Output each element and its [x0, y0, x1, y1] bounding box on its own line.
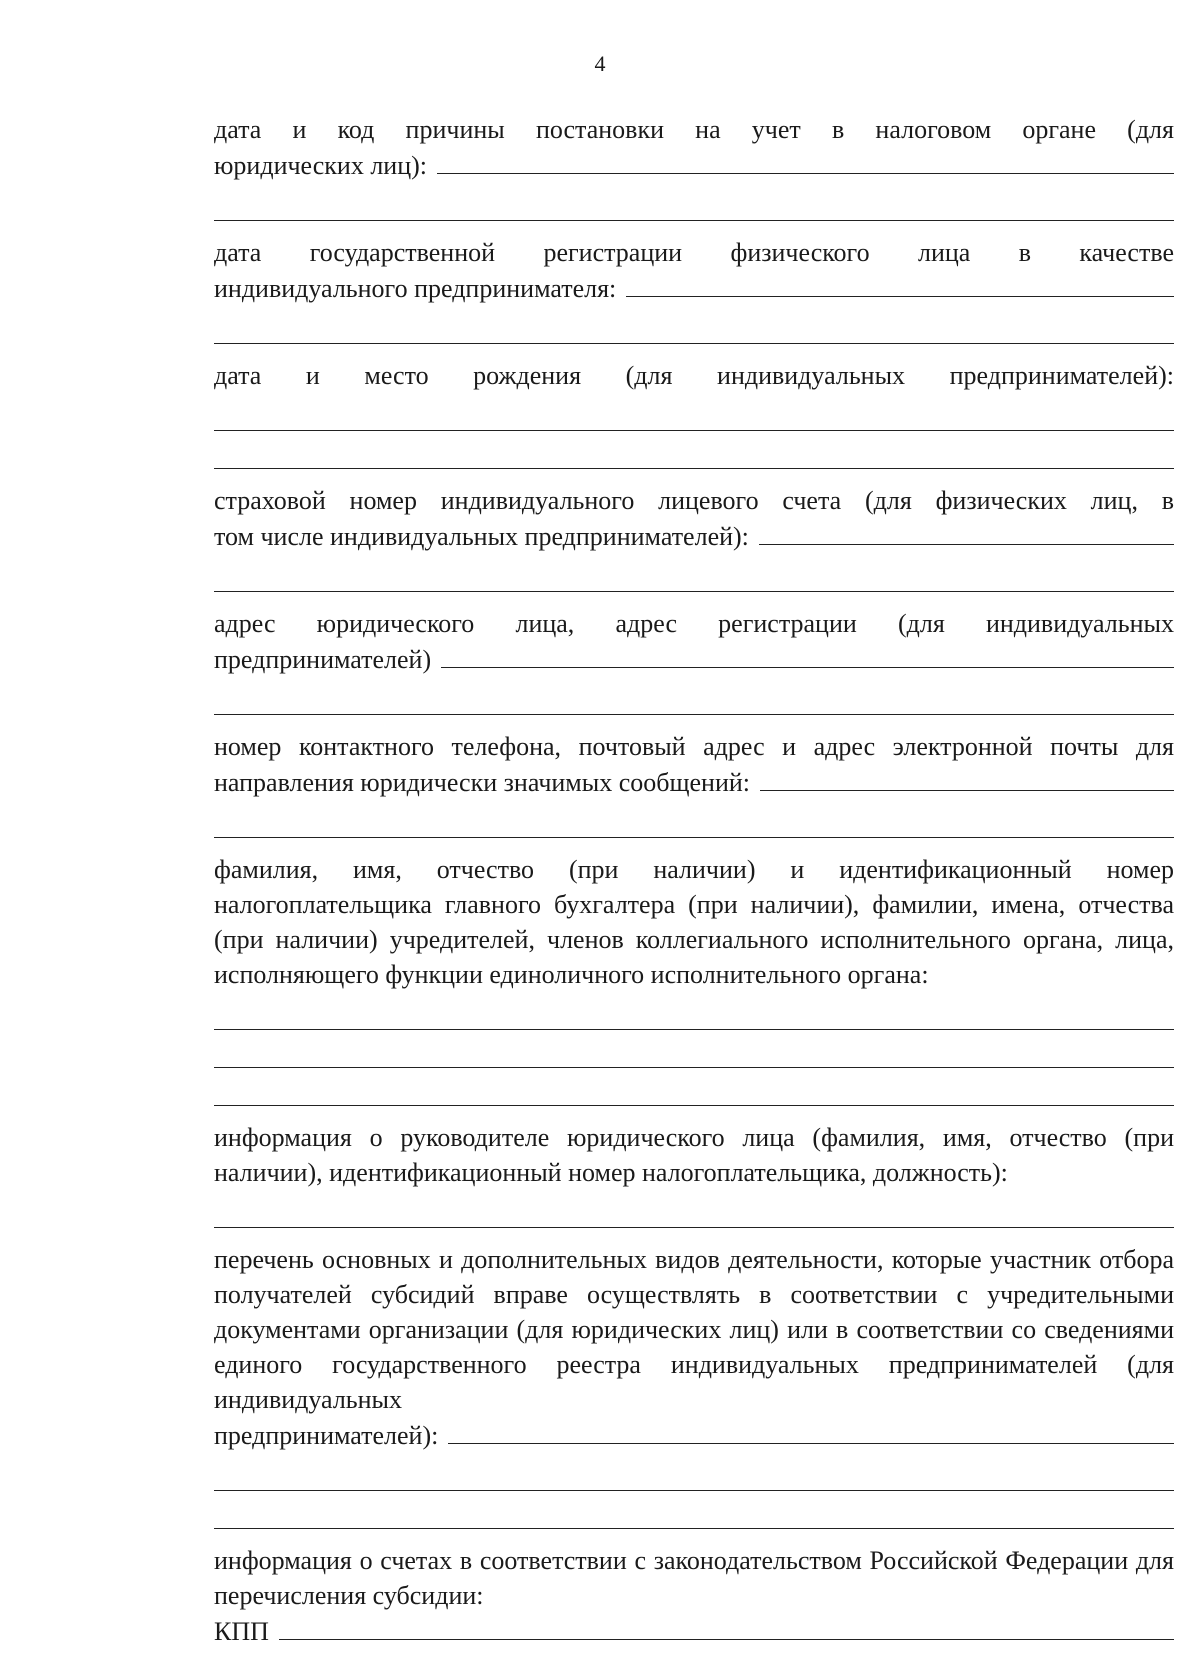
- field-label: дата государственной регистрации физического лица в качестве: [214, 238, 1174, 267]
- fill-line[interactable]: [214, 802, 1174, 838]
- fill-line[interactable]: [214, 395, 1174, 431]
- fill-line[interactable]: [441, 641, 1174, 668]
- field-label: страховой номер индивидуального лицевого счета (для физических лиц, в: [214, 486, 1174, 515]
- fill-line[interactable]: [214, 1493, 1174, 1529]
- field-label: предпринимателей): [214, 645, 432, 674]
- field-label: том числе индивидуальных предпринимателей):: [214, 522, 749, 551]
- field-address: [214, 606, 1174, 715]
- field-label: номер контактного телефона, почтовый адрес и адрес электронной почты для: [214, 732, 1174, 761]
- field-label: индивидуального предпринимателя:: [214, 274, 617, 303]
- field-label: предпринимателей):: [214, 1421, 439, 1450]
- field-label: информация о руководителе юридического лица (фамилия, имя, отчество (при наличии), идентификационный номер налогоплательщика, должность):: [214, 1123, 1174, 1187]
- field-accounts: [214, 1543, 1174, 1649]
- field-birth-date-place: [214, 358, 1174, 469]
- field-label: юридических лиц):: [214, 151, 428, 180]
- field-activities: [214, 1242, 1174, 1529]
- fill-line[interactable]: [214, 308, 1174, 344]
- fill-line[interactable]: [759, 518, 1174, 545]
- fill-line[interactable]: [626, 270, 1174, 297]
- field-contacts: [214, 729, 1174, 838]
- field-label: направления юридически значимых сообщений:: [214, 768, 751, 797]
- field-head: [214, 1120, 1174, 1228]
- kpp-label: КПП: [214, 1617, 269, 1646]
- fill-line[interactable]: [448, 1417, 1174, 1444]
- fill-line[interactable]: [214, 556, 1174, 592]
- field-ip-registration-date: [214, 235, 1174, 344]
- field-label: перечень основных и дополнительных видов деятельности, которые участник отбора получателей субсидий вправе осуществлять в соответствии с учредительными документами организации (для юридических лиц) или в соответствии со сведениями единого государственного реестра индивидуальных предпринимателей (для индивидуальных: [214, 1245, 1174, 1414]
- field-label: фамилия, имя, отчество (при наличии) и идентификационный номер налогоплательщика главного бухгалтера (при наличии), фамилии, имена, отчества (при наличии) учредителей, членов коллегиального исполнительного органа, лица, исполняющего функции единоличного исполнительного органа:: [214, 855, 1174, 989]
- fill-line[interactable]: [214, 185, 1174, 221]
- page-number: 4: [594, 51, 606, 76]
- field-label: дата и место рождения (для индивидуальных предпринимателей):: [214, 361, 1174, 390]
- fill-line[interactable]: [214, 1192, 1174, 1228]
- fill-line[interactable]: [214, 679, 1174, 715]
- fill-line[interactable]: [214, 1455, 1174, 1491]
- fill-line[interactable]: [214, 1070, 1174, 1106]
- field-persons: [214, 852, 1174, 1106]
- fill-line[interactable]: [437, 147, 1174, 174]
- fill-line[interactable]: [760, 764, 1174, 791]
- form-body: [214, 112, 1174, 1649]
- kpp-fill-line[interactable]: [279, 1613, 1174, 1640]
- field-label: адрес юридического лица, адрес регистрации (для индивидуальных: [214, 609, 1174, 638]
- field-label: информация о счетах в соответствии с законодательством Российской Федерации для перечисления субсидии:: [214, 1546, 1174, 1610]
- field-snils: [214, 483, 1174, 592]
- fill-line[interactable]: [214, 994, 1174, 1030]
- field-label: дата и код причины постановки на учет в налоговом органе (для: [214, 115, 1174, 144]
- fill-line[interactable]: [214, 433, 1174, 469]
- field-registration-kpp: [214, 112, 1174, 221]
- fill-line[interactable]: [214, 1032, 1174, 1068]
